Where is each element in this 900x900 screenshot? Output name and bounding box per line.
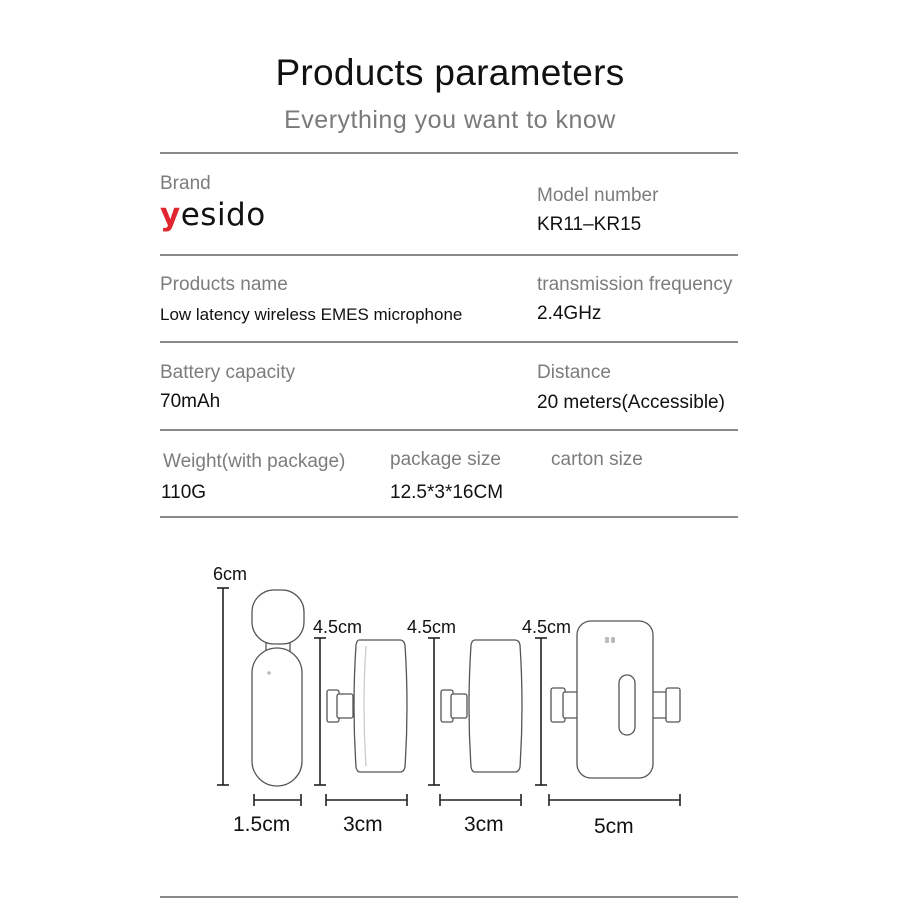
rx-width-label: 5cm xyxy=(594,815,634,838)
package-size-value: 12.5*3*16CM xyxy=(390,482,504,503)
tx1-height-line xyxy=(314,638,326,785)
rx-height-label: 4.5cm xyxy=(522,617,572,637)
distance-value: 20 meters(Accessible) xyxy=(537,392,725,413)
weight-label: Weight(with package) xyxy=(163,451,346,472)
brand-logo-initial: y xyxy=(160,197,181,233)
receiver-illustration xyxy=(551,621,680,778)
model-label: Model number xyxy=(537,185,659,206)
battery-value: 70mAh xyxy=(160,391,221,412)
frequency-label: transmission frequency xyxy=(537,274,733,295)
carton-size-label: carton size xyxy=(551,449,643,470)
tx2-height-line xyxy=(428,638,440,785)
tx2-height-label: 4.5cm xyxy=(407,617,457,637)
transmitter-2-illustration xyxy=(441,640,522,772)
mic-height-label: 6cm xyxy=(213,564,248,584)
product-name-value: Low latency wireless EMES microphone xyxy=(160,305,463,324)
microphone-illustration xyxy=(252,590,304,786)
brand-logo-rest: esido xyxy=(180,197,266,233)
rx-height-line xyxy=(535,638,547,785)
mic-width-line xyxy=(254,794,301,806)
tx2-width-label: 3cm xyxy=(464,813,504,836)
frequency-value: 2.4GHz xyxy=(537,303,602,324)
distance-label: Distance xyxy=(537,362,611,383)
tx1-width-label: 3cm xyxy=(343,813,383,836)
product-name-label: Products name xyxy=(160,274,288,295)
transmitter-1-illustration xyxy=(327,640,407,772)
rx-width-line xyxy=(549,794,680,806)
page-title: Products parameters xyxy=(275,52,625,93)
mic-width-label: 1.5cm xyxy=(233,813,291,836)
page-subtitle: Everything you want to know xyxy=(284,106,616,134)
model-value: KR11–KR15 xyxy=(537,214,642,235)
brand-label: Brand xyxy=(160,173,211,194)
battery-label: Battery capacity xyxy=(160,362,296,383)
weight-value: 110G xyxy=(161,482,207,503)
tx1-height-label: 4.5cm xyxy=(313,617,363,637)
package-size-label: package size xyxy=(390,449,501,470)
mic-height-line xyxy=(217,588,229,785)
tx2-width-line xyxy=(440,794,521,806)
tx1-width-line xyxy=(326,794,407,806)
